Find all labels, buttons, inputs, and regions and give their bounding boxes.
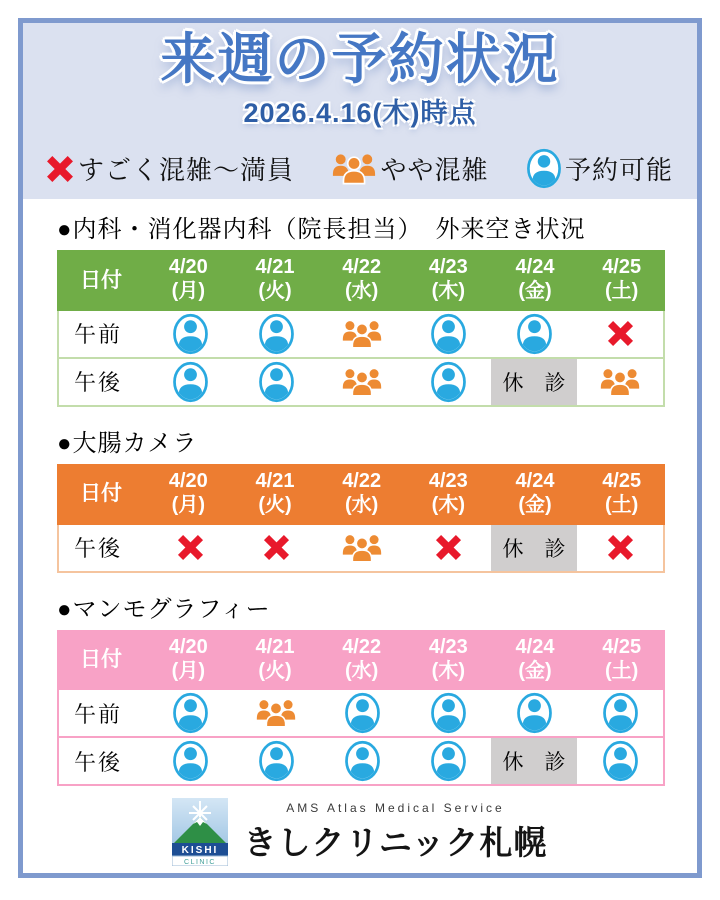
col-header-date: 4/24 <box>515 256 555 278</box>
col-header-dow: (火) <box>258 280 292 303</box>
col-header-dow: (水) <box>344 659 379 682</box>
col-header-date: 4/25 <box>602 256 642 278</box>
closed-badge: 休 診 <box>491 738 577 784</box>
col-header-day <box>318 250 405 311</box>
cell-status <box>405 525 491 571</box>
full-x-icon <box>434 533 463 562</box>
cell-status <box>319 690 405 736</box>
table-row <box>59 690 663 736</box>
col-header-date-label: 日付 <box>80 268 122 292</box>
col-header-date: 4/24 <box>515 635 555 658</box>
col-header-dow: (木) <box>431 494 465 517</box>
col-header-date: 4/24 <box>515 469 555 492</box>
full-x-icon <box>176 533 205 562</box>
col-header-date: 4/22 <box>342 469 382 492</box>
col-header-day <box>145 630 232 691</box>
available-person-icon <box>344 740 381 782</box>
cell-status <box>233 738 319 784</box>
table-body <box>57 525 665 573</box>
cell-status <box>577 738 663 784</box>
cell-status <box>319 359 405 405</box>
cell-status <box>405 359 491 405</box>
col-header-dow: (土) <box>604 280 639 303</box>
table-row <box>59 357 663 405</box>
content <box>23 199 697 866</box>
crowded-group-icon <box>341 533 383 563</box>
section-mammography <box>57 595 665 787</box>
col-header-dow: (水) <box>344 280 379 303</box>
cell-status <box>319 311 405 357</box>
available-person-icon <box>172 361 209 403</box>
cell-status <box>233 311 319 357</box>
section-title-mammography: ●マンモグラフィー <box>57 595 271 623</box>
col-header-day <box>145 250 232 311</box>
closed-badge: 休 診 <box>491 359 577 405</box>
col-header-day <box>578 630 665 691</box>
section-internal-medicine <box>57 215 665 407</box>
cell-status <box>319 525 405 571</box>
row-label: 午前 <box>59 690 147 736</box>
crowded-group-icon <box>255 698 297 728</box>
row-label: 午前 <box>59 311 147 357</box>
col-header-day <box>405 630 492 691</box>
cell-status <box>147 359 233 405</box>
col-header-dow: (月) <box>171 659 205 682</box>
available-person-icon <box>516 313 553 355</box>
cell-status <box>233 359 319 405</box>
cell-status <box>405 311 491 357</box>
cell-closed <box>491 359 577 405</box>
cell-status <box>577 359 663 405</box>
table-row <box>59 525 663 571</box>
cell-status <box>233 690 319 736</box>
clinic-name: きしクリニック札幌 <box>243 823 548 861</box>
col-header-dow: (火) <box>258 659 292 682</box>
row-label: 午後 <box>59 525 147 571</box>
schedule-table-internal-medicine <box>57 250 665 407</box>
legend-label-full: すごく混雑～満員 <box>78 155 295 185</box>
available-person-icon <box>172 313 209 355</box>
available-person-icon <box>516 692 553 734</box>
x-mark-icon <box>45 154 75 184</box>
logo-clinic-text: CLINIC <box>184 859 217 867</box>
col-header-dow: (木) <box>431 659 465 682</box>
col-header-dow: (月) <box>171 494 205 517</box>
as-of-date: 2026.4.16(木)時点 <box>243 97 477 128</box>
col-header-dow: (月) <box>171 280 205 303</box>
col-header-dow: (土) <box>604 659 639 682</box>
available-person-icon <box>430 361 467 403</box>
full-x-icon <box>606 533 635 562</box>
cell-status <box>577 690 663 736</box>
col-header-dow: (水) <box>344 494 379 517</box>
legend-item-crowded <box>331 150 488 187</box>
table-body <box>57 690 665 786</box>
full-x-icon <box>262 533 291 562</box>
col-header-day <box>232 630 319 691</box>
col-header-dow: (火) <box>258 494 292 517</box>
cell-status <box>319 738 405 784</box>
poster-frame <box>18 18 702 878</box>
cell-status <box>233 525 319 571</box>
col-header-dow: (金) <box>518 494 552 517</box>
col-header-date: 4/23 <box>428 256 468 278</box>
col-header-date: 4/22 <box>342 635 382 658</box>
col-header-date: 4/25 <box>602 635 642 658</box>
col-header-day <box>145 464 232 525</box>
col-header-dow: (土) <box>604 494 639 517</box>
footer-text <box>243 801 547 864</box>
table-header-row <box>57 464 665 525</box>
crowded-group-icon <box>341 367 383 397</box>
cell-status <box>491 690 577 736</box>
available-person-icon <box>258 313 295 355</box>
col-header-date: 4/22 <box>342 256 382 278</box>
col-header-dow: (木) <box>431 280 465 303</box>
available-person-icon <box>172 740 209 782</box>
cell-status <box>147 690 233 736</box>
available-person-icon <box>430 740 467 782</box>
row-label: 午後 <box>59 359 147 405</box>
col-header-date: 4/21 <box>255 256 295 278</box>
table-header-row <box>57 250 665 311</box>
col-header-date-label: 日付 <box>80 648 122 672</box>
section-title-internal-medicine: ●内科・消化器内科（院長担当） 外来空き状況 <box>57 216 586 243</box>
cell-status <box>577 525 663 571</box>
col-header-day <box>578 464 665 525</box>
table-row <box>59 736 663 784</box>
col-header-date: 4/23 <box>428 469 468 492</box>
table-header-row <box>57 630 665 691</box>
col-header-date: 4/21 <box>255 469 295 492</box>
schedule-table-mammography <box>57 630 665 787</box>
legend-item-available <box>526 148 673 189</box>
cell-status <box>405 690 491 736</box>
person-available-icon <box>526 148 562 189</box>
col-header-date-label: 日付 <box>80 482 122 506</box>
crowded-group-icon <box>599 367 641 397</box>
section-colonoscopy <box>57 429 665 573</box>
table-row <box>59 311 663 357</box>
col-header-day <box>492 630 579 691</box>
col-header-date: 4/21 <box>255 635 295 658</box>
col-header-date: 4/20 <box>168 635 208 658</box>
table-body <box>57 311 665 407</box>
schedule-table-colonoscopy <box>57 464 665 573</box>
ams-line: AMS Atlas Medical Service <box>286 800 505 815</box>
crowded-group-icon <box>341 319 383 349</box>
col-header-date: 4/25 <box>602 469 642 492</box>
col-header-day <box>492 250 579 311</box>
full-x-icon <box>606 319 635 348</box>
cell-status <box>405 738 491 784</box>
col-header-date: 4/20 <box>168 256 208 278</box>
col-header-day <box>232 250 319 311</box>
page-title: 来週の予約状況 <box>160 28 560 90</box>
available-person-icon <box>430 313 467 355</box>
legend-label-available: 予約可能 <box>564 155 673 185</box>
available-person-icon <box>172 692 209 734</box>
legend-item-full <box>45 150 294 187</box>
cell-status <box>147 525 233 571</box>
available-person-icon <box>602 692 639 734</box>
col-header-date: 4/23 <box>428 635 468 658</box>
closed-badge: 休 診 <box>491 525 577 571</box>
crowded-group-icon <box>331 152 377 185</box>
col-header-day <box>232 464 319 525</box>
footer <box>23 798 697 866</box>
col-header-day <box>318 630 405 691</box>
col-header-day <box>405 464 492 525</box>
col-header-day <box>318 464 405 525</box>
logo-kishi-text: KISHI <box>182 845 219 857</box>
section-title-colonoscopy: ●大腸カメラ <box>57 429 198 457</box>
available-person-icon <box>258 361 295 403</box>
col-header-day <box>578 250 665 311</box>
available-person-icon <box>602 740 639 782</box>
legend <box>23 148 697 199</box>
col-header-day <box>492 464 579 525</box>
cell-closed <box>491 525 577 571</box>
cell-status <box>147 738 233 784</box>
available-person-icon <box>258 740 295 782</box>
available-person-icon <box>344 692 381 734</box>
header <box>23 23 697 199</box>
cell-status <box>577 311 663 357</box>
available-person-icon <box>430 692 467 734</box>
cell-status <box>491 311 577 357</box>
col-header-date: 4/20 <box>168 469 208 492</box>
col-header-dow: (金) <box>518 659 552 682</box>
legend-label-crowded: やや混雑 <box>380 155 489 185</box>
row-label: 午後 <box>59 738 147 784</box>
cell-closed <box>491 738 577 784</box>
col-header-dow: (金) <box>518 280 552 303</box>
col-header-day <box>405 250 492 311</box>
cell-status <box>147 311 233 357</box>
clinic-logo <box>172 798 228 866</box>
